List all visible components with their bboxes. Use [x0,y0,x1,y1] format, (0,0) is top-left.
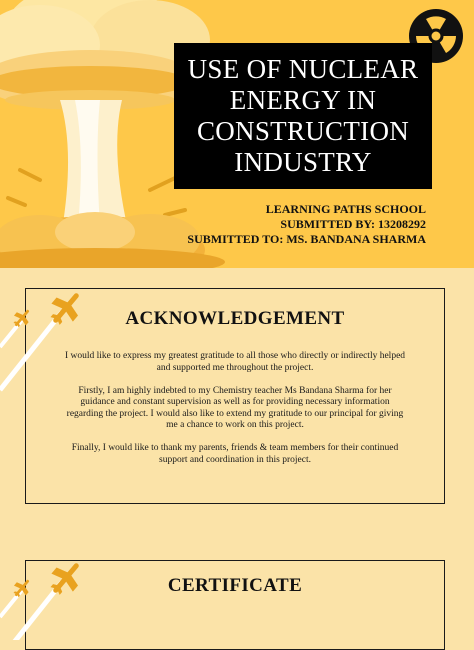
acknowledgement-heading: ACKNOWLEDGEMENT [125,308,345,329]
submission-info [187,202,426,247]
certificate-heading: CERTIFICATE [167,575,303,596]
submitted-by: SUBMITTED BY: 13208292 [280,217,426,231]
certificate-card [25,560,445,650]
cover-page [0,0,474,268]
acknowledgement-body [62,351,408,466]
acknowledgement-card [25,288,445,504]
submitted-to: SUBMITTED TO: MS. BANDANA SHARMA [187,232,426,246]
acknowledgement-paragraph: Finally, I would like to thank my parents, friends & team members for their continued support and coordination in this project. [71,443,399,465]
acknowledgement-paragraph: I would like to express my greatest gratitude to all those who directly or indirectly helped and supported me throughout the project. [64,351,406,373]
title-box [174,43,432,189]
school-name: LEARNING PATHS SCHOOL [265,202,426,216]
acknowledgement-paragraph: Firstly, I am highly indebted to my Chemistry teacher Ms Bandana Sharma for her guidance and constant supervision as well as for providing necessary information regarding the project. I would also like to extend my gratitude to our principal for giving me a chance to work on this project. [66,385,404,430]
document-title: USE OF NUCLEAR ENERGY IN CONSTRUCTION INDUSTRY [187,54,419,177]
